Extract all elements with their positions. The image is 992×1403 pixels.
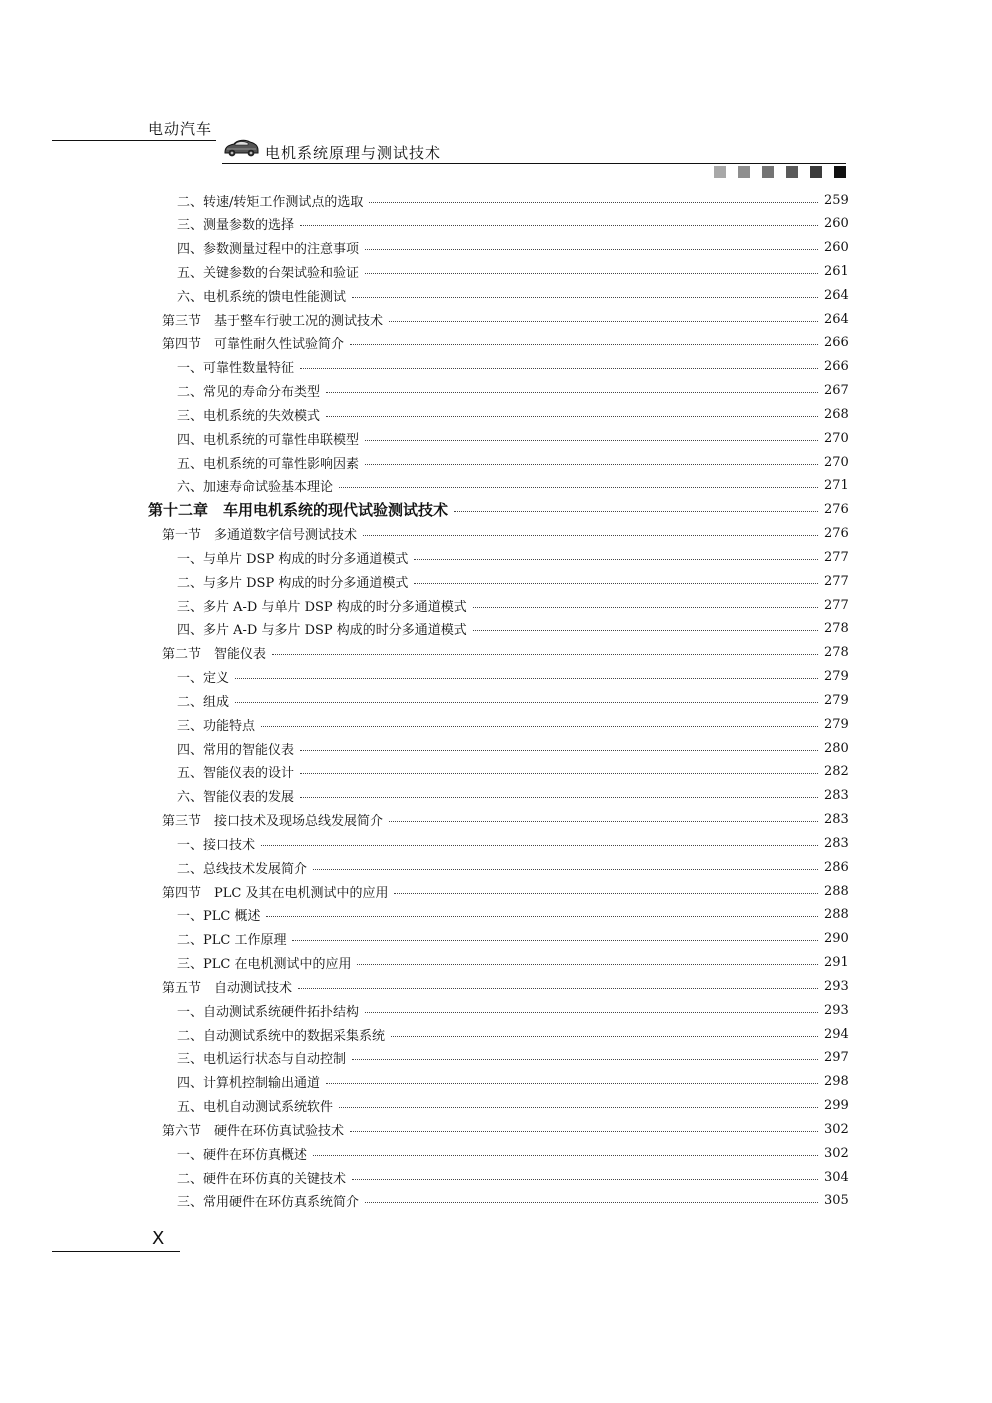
toc-entry-title: 五、关键参数的台架试验和验证 [177, 265, 360, 281]
toc-dot-leader [350, 344, 818, 345]
toc-entry-page: 266 [824, 359, 849, 375]
header-square [834, 166, 846, 178]
header-square [738, 166, 750, 178]
toc-entry-page: 277 [824, 573, 849, 589]
toc-dot-leader [454, 511, 818, 512]
toc-entry-item [177, 1072, 849, 1092]
toc-entry-page: 270 [824, 430, 849, 446]
page-number: X [152, 1228, 165, 1249]
toc-entry-title: 五、智能仪表的设计 [177, 766, 295, 782]
toc-entry-title: 六、加速寿命试验基本理论 [177, 480, 334, 496]
toc-dot-leader [389, 321, 818, 322]
toc-entry-title: 第六节 硬件在环仿真试验技术 [162, 1123, 345, 1139]
toc-entry-page: 293 [824, 978, 849, 994]
toc-entry-page: 290 [824, 931, 849, 947]
toc-entry-title: 二、PLC 工作原理 [177, 933, 287, 949]
toc-entry-page: 294 [824, 1026, 849, 1042]
toc-entry-section [162, 333, 849, 353]
toc-entry-title: 三、PLC 在电机测试中的应用 [177, 957, 352, 973]
toc-entry-title: 四、参数测量过程中的注意事项 [177, 242, 360, 258]
toc-entry-page: 286 [824, 859, 849, 875]
toc-dot-leader [326, 1083, 818, 1084]
toc-entry-item [177, 953, 849, 973]
toc-entry-item [177, 190, 849, 210]
toc-entry-item [177, 404, 849, 424]
toc-entry-page: 259 [824, 192, 849, 208]
toc-dot-leader [357, 964, 818, 965]
toc-dot-leader [391, 1036, 818, 1037]
toc-entry-page: 276 [824, 502, 849, 518]
toc-entry-section [162, 643, 849, 663]
toc-entry-item [177, 905, 849, 925]
toc-entry-page: 288 [824, 883, 849, 899]
toc-entry-page: 267 [824, 383, 849, 399]
toc-entry-title: 三、电机运行状态与自动控制 [177, 1052, 347, 1068]
toc-dot-leader [389, 821, 818, 822]
toc-entry-title: 二、硬件在环仿真的关键技术 [177, 1171, 347, 1187]
toc-entry-title: 四、常用的智能仪表 [177, 742, 295, 758]
toc-entry-item [177, 476, 849, 496]
toc-dot-leader [339, 487, 818, 488]
toc-entry-title: 第二节 智能仪表 [162, 647, 267, 663]
toc-entry-item [177, 1024, 849, 1044]
toc-entry-page: 305 [824, 1193, 849, 1209]
toc-entry-title: 四、多片 A-D 与多片 DSP 构成的时分多通道模式 [177, 623, 467, 639]
header-square [762, 166, 774, 178]
toc-entry-page: 279 [824, 669, 849, 685]
toc-entry-page: 282 [824, 764, 849, 780]
toc-entry-item [177, 452, 849, 472]
toc-entry-item [177, 547, 849, 567]
toc-entry-title: 三、电机系统的失效模式 [177, 408, 321, 424]
toc-entry-title: 三、功能特点 [177, 718, 256, 734]
toc-dot-leader [300, 773, 818, 774]
header-square [786, 166, 798, 178]
toc-entry-title: 第三节 基于整车行驶工况的测试技术 [162, 313, 384, 329]
toc-entry-item [177, 1048, 849, 1068]
toc-entry-page: 264 [824, 287, 849, 303]
toc-entry-section [162, 524, 849, 544]
toc-entry-page: 298 [824, 1074, 849, 1090]
header-rule-top [52, 140, 216, 141]
toc-entry-item [177, 1096, 849, 1116]
toc-dot-leader [365, 440, 818, 441]
toc-entry-page: 278 [824, 645, 849, 661]
toc-entry-item [177, 595, 849, 615]
toc-entry-item [177, 214, 849, 234]
toc-entry-title: 四、电机系统的可靠性串联模型 [177, 432, 360, 448]
toc-entry-chapter [148, 500, 849, 520]
toc-entry-title: 四、计算机控制输出通道 [177, 1076, 321, 1092]
toc-entry-section [162, 309, 849, 329]
toc-entry-page: 277 [824, 549, 849, 565]
toc-entry-item [177, 381, 849, 401]
toc-entry-item [177, 786, 849, 806]
toc-dot-leader [363, 535, 818, 536]
toc-dot-leader [473, 607, 818, 608]
toc-dot-leader [414, 559, 818, 560]
toc-entry-title: 五、电机自动测试系统软件 [177, 1100, 334, 1116]
header-decorative-squares [714, 166, 846, 178]
toc-dot-leader [272, 654, 818, 655]
toc-entry-title: 一、自动测试系统硬件拓扑结构 [177, 1004, 360, 1020]
toc-dot-leader [300, 750, 818, 751]
toc-entry-title: 二、常见的寿命分布类型 [177, 385, 321, 401]
book-title: 电机系统原理与测试技术 [265, 144, 442, 162]
toc-entry-page: 283 [824, 835, 849, 851]
toc-entry-page: 260 [824, 240, 849, 256]
toc-entry-page: 283 [824, 788, 849, 804]
toc-entry-page: 260 [824, 216, 849, 232]
toc-entry-title: 第四节 可靠性耐久性试验简介 [162, 337, 345, 353]
toc-dot-leader [365, 464, 818, 465]
toc-dot-leader [235, 678, 818, 679]
toc-entry-item [177, 1143, 849, 1163]
toc-entry-title: 三、多片 A-D 与单片 DSP 构成的时分多通道模式 [177, 599, 467, 615]
toc-entry-page: 293 [824, 1002, 849, 1018]
toc-dot-leader [298, 988, 818, 989]
toc-dot-leader [300, 797, 818, 798]
toc-entry-page: 302 [824, 1145, 849, 1161]
toc-dot-leader [365, 1012, 818, 1013]
header-square [810, 166, 822, 178]
toc-entry-item [177, 833, 849, 853]
toc-entry-title: 二、组成 [177, 694, 230, 710]
toc-entry-page: 299 [824, 1098, 849, 1114]
toc-entry-title: 三、测量参数的选择 [177, 218, 295, 234]
toc-dot-leader [266, 916, 818, 917]
toc-entry-page: 264 [824, 311, 849, 327]
toc-entry-section [162, 1119, 849, 1139]
toc-entry-title: 三、常用硬件在环仿真系统简介 [177, 1195, 360, 1211]
toc-dot-leader [326, 392, 818, 393]
toc-dot-leader [339, 1107, 818, 1108]
footer-rule [52, 1251, 180, 1252]
toc-entry-item [177, 929, 849, 949]
toc-dot-leader [350, 1131, 818, 1132]
toc-entry-item [177, 285, 849, 305]
toc-dot-leader [414, 583, 818, 584]
toc-dot-leader [365, 249, 818, 250]
car-logo-icon [222, 136, 260, 158]
toc-entry-page: 297 [824, 1050, 849, 1066]
toc-entry-title: 二、与多片 DSP 构成的时分多通道模式 [177, 575, 409, 591]
toc-entry-page: 266 [824, 335, 849, 351]
toc-entry-page: 268 [824, 406, 849, 422]
toc-dot-leader [300, 225, 818, 226]
toc-dot-leader [326, 416, 818, 417]
toc-dot-leader [473, 630, 818, 631]
toc-entry-item [177, 357, 849, 377]
toc-entry-page: 280 [824, 740, 849, 756]
toc-entry-title: 二、自动测试系统中的数据采集系统 [177, 1028, 386, 1044]
toc-dot-leader [352, 1059, 818, 1060]
toc-dot-leader [300, 368, 818, 369]
toc-entry-title: 第三节 接口技术及现场总线发展简介 [162, 814, 384, 830]
toc-entry-page: 279 [824, 716, 849, 732]
toc-entry-title: 二、总线技术发展简介 [177, 861, 308, 877]
toc-dot-leader [235, 702, 818, 703]
toc-entry-item [177, 714, 849, 734]
toc-entry-title: 一、与单片 DSP 构成的时分多通道模式 [177, 551, 409, 567]
toc-entry-item [177, 857, 849, 877]
toc-entry-page: 271 [824, 478, 849, 494]
toc-dot-leader [261, 845, 818, 846]
toc-dot-leader [352, 1179, 818, 1180]
toc-entry-page: 279 [824, 692, 849, 708]
toc-entry-item [177, 690, 849, 710]
toc-dot-leader [369, 202, 818, 203]
toc-entry-title: 第一节 多通道数字信号测试技术 [162, 528, 358, 544]
toc-entry-page: 270 [824, 454, 849, 470]
toc-entry-title: 第十二章 车用电机系统的现代试验测试技术 [148, 501, 449, 520]
header-square [714, 166, 726, 178]
toc-dot-leader [365, 273, 818, 274]
toc-entry-section [162, 976, 849, 996]
toc-entry-title: 一、PLC 概述 [177, 909, 261, 925]
toc-entry-item [177, 1191, 849, 1211]
toc-entry-title: 一、定义 [177, 671, 230, 687]
toc-entry-item [177, 238, 849, 258]
toc-dot-leader [313, 1155, 818, 1156]
toc-entry-page: 304 [824, 1169, 849, 1185]
toc-entry-page: 288 [824, 907, 849, 923]
toc-entry-page: 278 [824, 621, 849, 637]
toc-entry-page: 302 [824, 1121, 849, 1137]
toc-entry-item [177, 261, 849, 281]
book-series-label: 电动汽车 [148, 120, 213, 138]
toc-dot-leader [292, 940, 818, 941]
toc-entry-title: 二、转速/转矩工作测试点的选取 [177, 194, 364, 210]
toc-entry-page: 261 [824, 263, 849, 279]
toc-entry-page: 291 [824, 955, 849, 971]
toc-entry-item [177, 762, 849, 782]
toc-dot-leader [365, 1202, 818, 1203]
toc-entry-title: 一、接口技术 [177, 837, 256, 853]
toc-entry-item [177, 571, 849, 591]
toc-entry-item [177, 1167, 849, 1187]
toc-entry-title: 六、电机系统的馈电性能测试 [177, 289, 347, 305]
toc-entry-page: 283 [824, 812, 849, 828]
toc-entry-item [177, 667, 849, 687]
toc-dot-leader [394, 893, 818, 894]
toc-entry-item [177, 428, 849, 448]
toc-entry-item [177, 619, 849, 639]
toc-dot-leader [261, 726, 818, 727]
toc-entry-section [162, 810, 849, 830]
toc-entry-page: 276 [824, 526, 849, 542]
toc-entry-title: 第五节 自动测试技术 [162, 980, 293, 996]
toc-entry-title: 六、智能仪表的发展 [177, 790, 295, 806]
toc-dot-leader [313, 869, 818, 870]
toc-entry-title: 第四节 PLC 及其在电机测试中的应用 [162, 885, 389, 901]
toc-entry-title: 五、电机系统的可靠性影响因素 [177, 456, 360, 472]
header-rule-main [222, 163, 846, 164]
toc-entry-page: 277 [824, 597, 849, 613]
toc-dot-leader [352, 297, 818, 298]
toc-entry-item [177, 1000, 849, 1020]
toc-entry-title: 一、可靠性数量特征 [177, 361, 295, 377]
toc-entry-title: 一、硬件在环仿真概述 [177, 1147, 308, 1163]
toc-entry-section [162, 881, 849, 901]
toc-entry-item [177, 738, 849, 758]
